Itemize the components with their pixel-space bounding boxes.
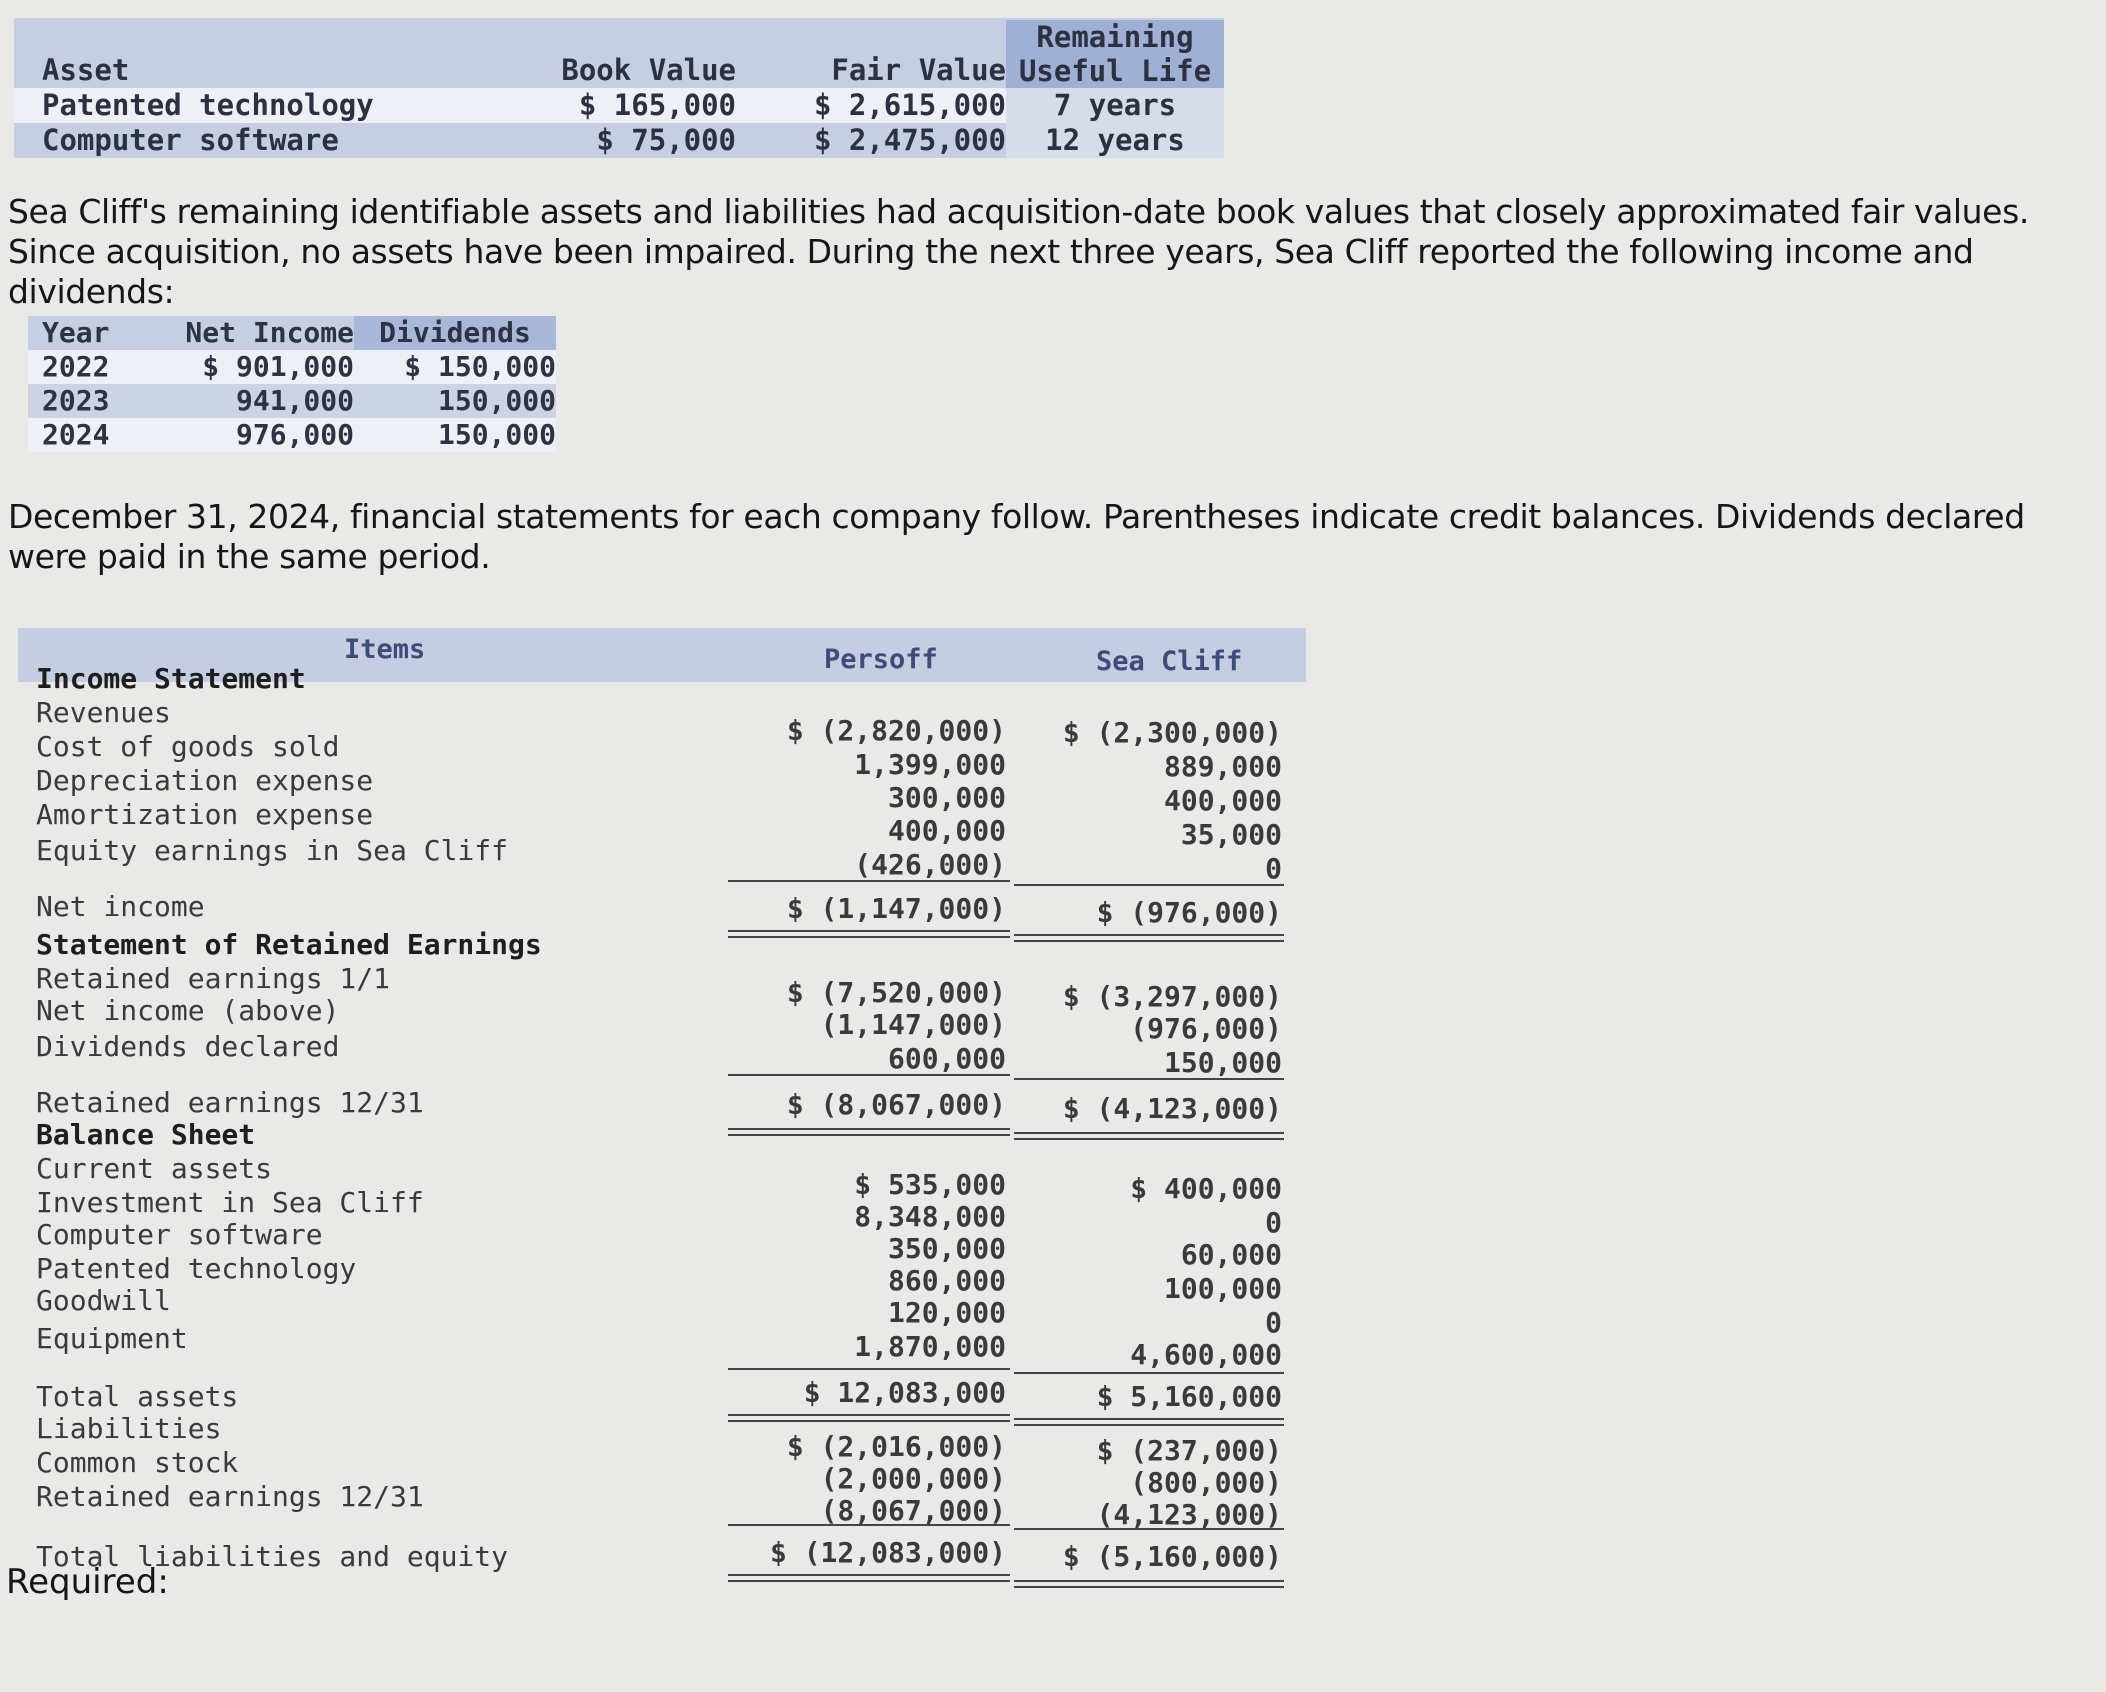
sea-cliff-value: 0	[1265, 852, 1282, 885]
row-label: Patented technology	[36, 1252, 357, 1285]
row-label-total-liabilities-equity: Total liabilities and equity	[36, 1540, 509, 1573]
sea-cliff-net-income: $ (976,000)	[1096, 896, 1282, 929]
asset-header: Asset	[42, 53, 130, 87]
row-label: Goodwill	[36, 1284, 171, 1317]
remaining-life-header	[1006, 20, 1224, 88]
sea-cliff-value: $ 400,000	[1130, 1172, 1282, 1205]
book-value: $ 75,000	[596, 123, 736, 157]
sea-cliff-retained-earnings-ending: $ (4,123,000)	[1062, 1092, 1282, 1125]
income-dividends-table	[28, 316, 556, 452]
net-income: 976,000	[235, 418, 354, 451]
sea-cliff-value: 0	[1265, 1206, 1282, 1239]
persoff-value: 1,399,000	[854, 748, 1006, 781]
remaining-life-header-line1: Remaining	[1036, 20, 1194, 54]
row-label: Retained earnings 1/1	[36, 962, 391, 995]
total-double-line	[728, 1414, 1010, 1422]
row-label: Common stock	[36, 1446, 239, 1479]
items-header: Items	[344, 634, 426, 665]
section-title-income-statement: Income Statement	[36, 662, 306, 695]
dividends: 150,000	[437, 418, 556, 451]
total-double-line	[1014, 1132, 1284, 1140]
row-label: Investment in Sea Cliff	[36, 1186, 424, 1219]
remaining-life: 12 years	[1006, 123, 1224, 158]
table-row	[28, 418, 556, 452]
row-label: Retained earnings 12/31	[36, 1480, 424, 1513]
total-double-line	[728, 1128, 1010, 1136]
row-label: Equipment	[36, 1322, 188, 1355]
row-label: Revenues	[36, 696, 171, 729]
sea-cliff-value: (976,000)	[1130, 1012, 1282, 1045]
subtotal-line	[728, 880, 1010, 882]
persoff-value: $ 535,000	[854, 1168, 1006, 1201]
year: 2022	[42, 350, 110, 383]
subtotal-line	[1014, 1528, 1284, 1530]
subtotal-line	[1014, 1078, 1284, 1080]
subtotal-line	[1014, 884, 1284, 886]
persoff-value: 8,348,000	[854, 1200, 1006, 1233]
dividends: 150,000	[437, 384, 556, 417]
persoff-value: 120,000	[887, 1296, 1006, 1329]
persoff-value: (2,000,000)	[820, 1462, 1006, 1495]
fair-value: $ 2,475,000	[813, 123, 1006, 157]
subtotal-line	[1014, 1372, 1284, 1374]
total-double-line	[728, 1574, 1010, 1582]
sea-cliff-value: $ (3,297,000)	[1062, 980, 1282, 1013]
table-row	[14, 123, 1224, 158]
persoff-total-assets: $ 12,083,000	[803, 1376, 1006, 1409]
paragraph-statements-intro: December 31, 2024, financial statements for each company follow. Parentheses indicate credit balances. Dividends declared were paid in the same period.	[8, 497, 2025, 576]
sea-cliff-value: $ (2,300,000)	[1062, 716, 1282, 749]
required-label: Required:	[6, 1562, 169, 1602]
persoff-value: 350,000	[887, 1232, 1006, 1265]
persoff-value: 860,000	[887, 1264, 1006, 1297]
net-income-header: Net Income	[185, 316, 354, 349]
row-label-total-assets: Total assets	[36, 1380, 239, 1413]
year-header: Year	[42, 316, 110, 349]
subtotal-line	[728, 1524, 1010, 1526]
sea-cliff-total-assets: $ 5,160,000	[1096, 1380, 1282, 1413]
persoff-value: 600,000	[887, 1042, 1006, 1075]
asset-name: Computer software	[42, 123, 339, 157]
persoff-header: Persoff	[824, 644, 938, 675]
persoff-net-income: $ (1,147,000)	[786, 892, 1006, 925]
sea-cliff-value: 150,000	[1163, 1046, 1282, 1079]
table-row	[14, 88, 1224, 123]
year: 2024	[42, 418, 110, 451]
sea-cliff-value: 4,600,000	[1130, 1338, 1282, 1371]
asset-table	[14, 18, 1224, 158]
net-income: 941,000	[235, 384, 354, 417]
paragraph-intro: Sea Cliff's remaining identifiable assets and liabilities had acquisition-date book values that closely approximated fair values. Since acquisition, no assets have been impaired. During the next three years, Sea Cliff reported the following income and dividends:	[8, 192, 2029, 311]
asset-name: Patented technology	[42, 88, 374, 122]
remaining-life: 7 years	[1006, 88, 1224, 123]
persoff-value: $ (7,520,000)	[786, 976, 1006, 1009]
row-label: Cost of goods sold	[36, 730, 340, 763]
remaining-life-header-line2: Useful Life	[1018, 54, 1212, 88]
sea-cliff-value: 100,000	[1163, 1272, 1282, 1305]
sea-cliff-value: 400,000	[1163, 784, 1282, 817]
persoff-value: 300,000	[887, 781, 1006, 814]
persoff-value: 400,000	[887, 814, 1006, 847]
row-label: Depreciation expense	[36, 764, 374, 797]
sea-cliff-value: $ (237,000)	[1096, 1434, 1282, 1467]
fair-value: $ 2,615,000	[813, 88, 1006, 122]
income-table-header	[28, 316, 556, 350]
persoff-value: (8,067,000)	[820, 1494, 1006, 1527]
net-income: $ 901,000	[202, 350, 354, 383]
total-double-line	[728, 930, 1010, 938]
row-label: Equity earnings in Sea Cliff	[36, 834, 509, 867]
sea-cliff-value: 60,000	[1180, 1238, 1282, 1271]
total-double-line	[1014, 1580, 1284, 1588]
persoff-value: (1,147,000)	[820, 1008, 1006, 1041]
sea-cliff-value: 35,000	[1180, 818, 1282, 851]
book-value-header: Book Value	[561, 53, 736, 87]
row-label: Dividends declared	[36, 1030, 340, 1063]
sea-cliff-value: (4,123,000)	[1096, 1498, 1282, 1531]
total-double-line	[1014, 1418, 1284, 1426]
sea-cliff-value: 889,000	[1163, 750, 1282, 783]
fair-value-header: Fair Value	[831, 53, 1006, 87]
persoff-value: 1,870,000	[854, 1330, 1006, 1363]
row-label: Amortization expense	[36, 798, 374, 831]
table-row	[28, 350, 556, 384]
persoff-value: $ (2,820,000)	[786, 714, 1006, 747]
row-label: Liabilities	[36, 1412, 222, 1445]
persoff-value: $ (2,016,000)	[786, 1430, 1006, 1463]
persoff-retained-earnings-ending: $ (8,067,000)	[786, 1088, 1006, 1121]
asset-table-header	[14, 18, 1224, 88]
dividends: $ 150,000	[404, 350, 556, 383]
sea-cliff-header: Sea Cliff	[1096, 646, 1243, 677]
sea-cliff-value: 0	[1265, 1306, 1282, 1339]
table-row	[28, 384, 556, 418]
year: 2023	[42, 384, 110, 417]
section-title-retained-earnings: Statement of Retained Earnings	[36, 928, 542, 961]
row-label: Computer software	[36, 1218, 323, 1251]
sea-cliff-value: (800,000)	[1130, 1466, 1282, 1499]
book-value: $ 165,000	[578, 88, 736, 122]
total-double-line	[1014, 934, 1284, 942]
section-title-balance-sheet: Balance Sheet	[36, 1118, 256, 1151]
subtotal-line	[728, 1368, 1010, 1370]
persoff-total-liabilities-equity: $ (12,083,000)	[769, 1536, 1006, 1569]
row-label: Current assets	[36, 1152, 273, 1185]
subtotal-line	[728, 1074, 1010, 1076]
dividends-header: Dividends	[354, 316, 556, 350]
row-label-retained-earnings-ending: Retained earnings 12/31	[36, 1086, 424, 1119]
row-label: Net income (above)	[36, 994, 340, 1027]
row-label-net-income: Net income	[36, 890, 205, 923]
persoff-value: (426,000)	[854, 848, 1006, 881]
sea-cliff-total-liabilities-equity: $ (5,160,000)	[1062, 1540, 1282, 1573]
